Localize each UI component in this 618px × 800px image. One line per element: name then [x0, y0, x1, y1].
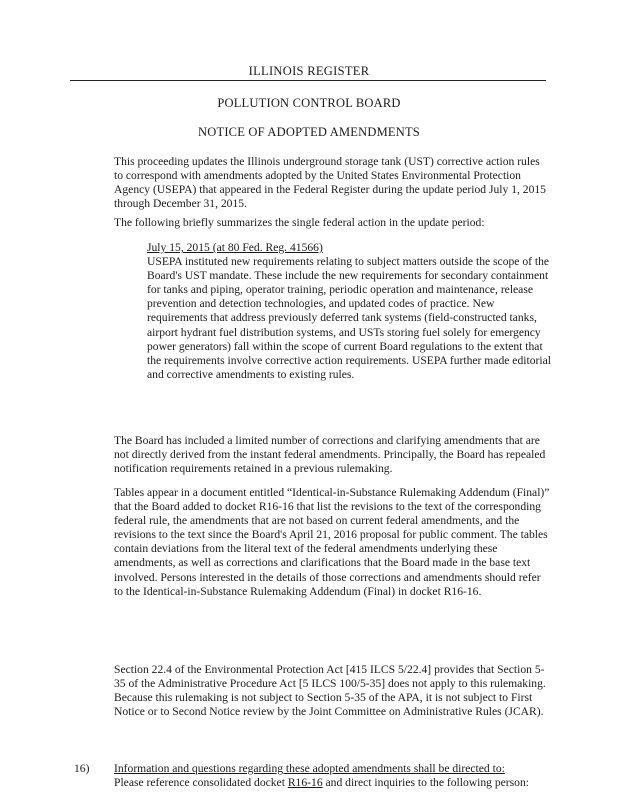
board-name: POLLUTION CONTROL BOARD [217, 96, 401, 110]
item-16-heading: Information and questions regarding these adopted amendments shall be directed to: [114, 762, 505, 775]
section-paragraph: Section 22.4 of the Environmental Protection Act [415 ILCS 5/22.4] provides that Section 5-35 of the Administrative Procedure Act [5 ILCS 100/5-35] does not apply to this rulemaking. Because this rulemaking is not subject to Section 5-35 of the APA, it is not subject to First Notice or to Second Notice review by the Joint Committee on Administrative Rules (JCAR). [114, 663, 546, 719]
notice-title: NOTICE OF ADOPTED AMENDMENTS [198, 125, 420, 139]
federal-action-citation: July 15, 2015 (at 80 Fed. Reg. 41566) [147, 241, 323, 254]
register-title: ILLINOIS REGISTER [248, 64, 370, 78]
summary-lead: The following briefly summarizes the single federal action in the update period: [114, 216, 485, 229]
intro-paragraph: This proceeding updates the Illinois underground storage tank (UST) corrective action rules to correspond with amendments adopted by the United States Environmental Protection Agency (USEPA) that appeared in the Federal Register during the update period July 1, 2015 through December 31, 2015. [114, 155, 546, 211]
item-number: 16) [74, 762, 90, 775]
federal-action-block [147, 241, 551, 382]
docket-reference: R16-16 [287, 776, 323, 790]
corrections-paragraph: The Board has included a limited number of corrections and clarifying amendments that are not directly derived from the instant federal amendments. Principally, the Board has repealed notification requirements retained in a previous rulemaking. [114, 434, 546, 476]
header-rule [70, 80, 546, 81]
item-16-line-before: Please reference consolidated docket [114, 776, 288, 790]
item-16-block [114, 762, 551, 790]
federal-action-description: USEPA instituted new requirements relating to subject matters outside the scope of the Board's UST mandate. These include the new requirements for secondary containment for tanks and piping, operator training, periodic operation and maintenance, release prevention and detection technologies, and updated codes of practice. New requirements that address previously deferred tank systems (field-constructed tanks, airport hydrant fuel distribution systems, and USTs storing fuel solely for emergency power generators) fall within the scope of current Board regulations to the extent that the requirements involve corrective action requirements. USEPA further made editorial and corrective amendments to existing rules. [147, 255, 551, 381]
item-16-line-after: and direct inquiries to the following person: [322, 776, 529, 790]
tables-paragraph: Tables appear in a document entitled “Identical-in-Substance Rulemaking Addendum (Final)” that the Board added to docket R16-16 that list the revisions to the text of the corresponding federal rule, the amendments that are not based on current federal amendments, and the revisions to the text since the Board's April 21, 2016 proposal for public comment. The tables contain deviations from the literal text of the federal amendments underlying these amendments, as well as corrections and clarifications that the Board made in the base text involved. Persons interested in the details of those corrections and amendments should refer to the Identical-in-Substance Rulemaking Addendum (Final) in docket R16-16. [114, 486, 550, 598]
